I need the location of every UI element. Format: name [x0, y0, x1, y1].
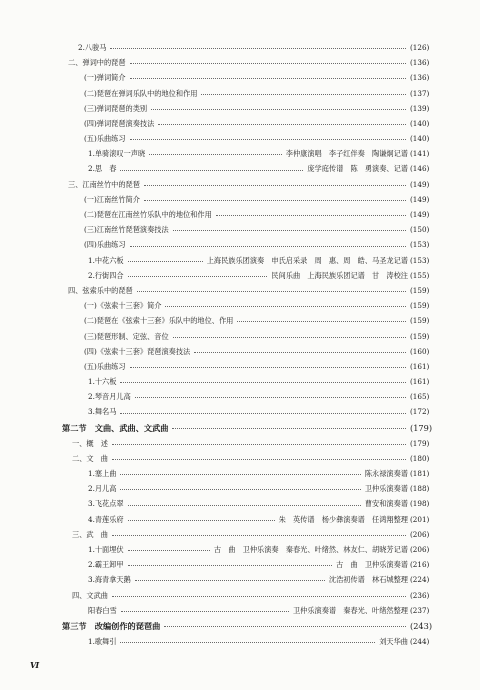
toc-entry: [0, 131, 480, 146]
toc-entry-title: 3.舞名马: [88, 407, 117, 417]
table-of-contents: [0, 40, 480, 649]
dot-leader: [172, 428, 406, 429]
toc-entry-credit: 卫仲乐演奏谱: [364, 484, 408, 494]
toc-entry-title: (三)琵琶形制、定弦、音位: [84, 331, 169, 341]
toc-page-number: (140): [410, 134, 430, 144]
toc-entry: [0, 40, 480, 55]
toc-entry: [0, 527, 480, 542]
toc-entry-title: (一)弹词简介: [84, 73, 126, 83]
toc-page-number: (149): [410, 179, 430, 189]
toc-entry-title: (五)乐曲练习: [84, 134, 126, 144]
toc-entry-title: 1.歌舞引: [88, 636, 117, 646]
toc-entry: [0, 146, 480, 161]
toc-page-number: (161): [410, 361, 430, 371]
toc-page-number: (165): [410, 392, 430, 402]
toc-entry: [0, 253, 480, 268]
toc-entry-title: (二)琵琶在《弦索十三套》乐队中的地位、作用: [84, 316, 234, 326]
toc-entry-credit: 沈浩初传谱 林石城整理: [328, 575, 408, 585]
toc-entry-title: (三)江南丝竹琵琶演奏技法: [84, 225, 169, 235]
toc-page-number: (206): [410, 544, 430, 554]
toc-page-number: (244): [410, 636, 430, 646]
dot-leader: [194, 352, 406, 353]
toc-entry-title: 2.思 春: [88, 164, 117, 174]
dot-leader: [112, 596, 406, 597]
toc-page-number: (180): [410, 453, 430, 463]
toc-entry-credit: 曹安和演奏谱: [364, 499, 408, 509]
toc-entry-title: (二)琵琶在弹词乐队中的地位和作用: [84, 88, 198, 98]
toc-page-number: (126): [410, 42, 430, 52]
dot-leader: [128, 261, 203, 262]
toc-page-number: (172): [410, 407, 430, 417]
toc-page-number: (179): [410, 438, 430, 448]
toc-entry: [0, 436, 480, 451]
toc-entry-title: (四)弹词琵琶演奏技法: [84, 118, 155, 128]
toc-entry: [0, 374, 480, 389]
toc-entry-title: (一)江南丝竹简介: [84, 194, 140, 204]
toc-page-number: (243): [410, 620, 433, 631]
toc-entry-title: 二、弹词中的琵琶: [68, 58, 126, 68]
toc-page-number: (161): [410, 377, 430, 387]
toc-entry-credit: 卫仲乐演奏谱 秦春光、叶绪然整理: [292, 605, 408, 615]
dot-leader: [151, 109, 406, 110]
toc-entry-title: 4.青莲乐府: [88, 514, 124, 524]
toc-entry-title: 1.单骑滚叹一声晓: [88, 149, 146, 159]
toc-page-number: (237): [410, 605, 430, 615]
toc-page-number: (146): [410, 164, 430, 174]
toc-entry-title: (一)《弦索十三套》简介: [84, 301, 162, 311]
toc-page-number: (159): [410, 285, 430, 295]
toc-page-number: (188): [410, 484, 430, 494]
toc-entry-credit: 陈永禄演奏谱: [364, 469, 408, 479]
toc-entry-title: 二、文 曲: [72, 453, 108, 463]
toc-entry: [0, 466, 480, 481]
toc-entry-title: (五)乐曲练习: [84, 361, 126, 371]
toc-entry: [0, 572, 480, 587]
dot-leader: [158, 124, 406, 125]
toc-entry-title: 2.月儿高: [88, 484, 117, 494]
toc-entry-title: 四、文武曲: [72, 590, 108, 600]
dot-leader: [135, 580, 325, 581]
toc-entry: [0, 496, 480, 511]
toc-entry: [0, 207, 480, 222]
toc-entry: [0, 237, 480, 252]
dot-leader: [120, 382, 406, 383]
toc-entry-title: 四、弦索乐中的琵琶: [68, 285, 133, 295]
toc-entry: [0, 389, 480, 404]
toc-entry-title: 第二节 文曲、武曲、文武曲: [62, 422, 169, 433]
toc-entry-title: 三、江南丝竹中的琵琶: [68, 179, 140, 189]
toc-page-number: (159): [410, 316, 430, 326]
toc-entry-credit: 朱 英传谱 杨少彝演奏谱 任鸿翔整理: [278, 514, 408, 524]
toc-page-number: (141): [410, 149, 430, 159]
toc-entry: [0, 101, 480, 116]
toc-entry-credit: 古 曲 卫仲乐演奏谱: [336, 560, 408, 570]
toc-entry: [0, 405, 480, 420]
dot-leader: [201, 94, 406, 95]
dot-leader: [144, 185, 406, 186]
toc-section-heading: [0, 420, 480, 436]
dot-leader: [128, 550, 210, 551]
toc-entry-title: 2.行街四合: [88, 270, 124, 280]
toc-page-number: (216): [410, 560, 430, 570]
toc-entry: [0, 557, 480, 572]
toc-entry-credit: 庞学庭传谱 陈 勇演奏、记谱: [307, 164, 408, 174]
toc-page-number: (201): [410, 514, 430, 524]
dot-leader: [120, 170, 303, 171]
toc-entry-title: 阳春白雪: [88, 605, 117, 615]
dot-leader: [120, 413, 406, 414]
toc-page-number: (153): [410, 240, 430, 250]
toc-page-number: (149): [410, 210, 430, 220]
toc-entry-title: 1.塞上曲: [88, 469, 117, 479]
toc-entry-title: (二)琵琶在江南丝竹乐队中的地位和作用: [84, 210, 212, 220]
toc-page-number: (236): [410, 590, 430, 600]
dot-leader: [130, 367, 406, 368]
dot-leader: [237, 321, 406, 322]
toc-entry: [0, 634, 480, 649]
dot-leader: [128, 520, 275, 521]
toc-entry-title: 3.飞花点翠: [88, 499, 124, 509]
dot-leader: [130, 78, 406, 79]
toc-entry: [0, 542, 480, 557]
toc-entry-title: 2.霸王卸甲: [88, 560, 124, 570]
toc-page-number: (206): [410, 529, 430, 539]
dot-leader: [112, 535, 406, 536]
page-number: Ⅵ: [30, 660, 40, 670]
toc-entry: [0, 451, 480, 466]
toc-entry-title: 1.十面埋伏: [88, 544, 124, 554]
dot-leader: [165, 306, 406, 307]
toc-section-heading: [0, 618, 480, 634]
dot-leader: [164, 626, 406, 627]
toc-page-number: (181): [410, 469, 430, 479]
toc-page-number: (159): [410, 331, 430, 341]
toc-entry: [0, 162, 480, 177]
toc-entry: [0, 512, 480, 527]
toc-entry: [0, 359, 480, 374]
toc-entry-title: 第三节 改编创作的琵琶曲: [62, 620, 161, 631]
toc-entry: [0, 177, 480, 192]
toc-entry: [0, 283, 480, 298]
toc-entry-title: (四)《弦索十三套》琵琶演奏技法: [84, 346, 191, 356]
toc-entry: [0, 268, 480, 283]
dot-leader: [121, 611, 289, 612]
toc-page-number: (155): [410, 270, 430, 280]
toc-page-number: (140): [410, 118, 430, 128]
dot-leader: [173, 337, 406, 338]
dot-leader: [120, 474, 360, 475]
dot-leader: [144, 200, 406, 201]
toc-entry: [0, 192, 480, 207]
dot-leader: [130, 63, 406, 64]
toc-entry-credit: 民间乐曲 上海民族乐团记谱 甘 涛校注: [271, 270, 408, 280]
dot-leader: [128, 505, 361, 506]
dot-leader: [110, 48, 406, 49]
toc-page-number: (153): [410, 255, 430, 265]
toc-page-number: (224): [410, 575, 430, 585]
toc-entry-credit: 刘天华曲: [379, 636, 408, 646]
dot-leader: [128, 276, 268, 277]
dot-leader: [120, 642, 375, 643]
dot-leader: [173, 230, 406, 231]
toc-entry: [0, 313, 480, 328]
toc-entry-title: 2.八骏马: [78, 42, 107, 52]
toc-entry: [0, 116, 480, 131]
dot-leader: [149, 154, 282, 155]
toc-entry-credit: 李仲康演唱 李子红伴奏 陶谦炯记谱: [285, 149, 408, 159]
toc-page-number: (139): [410, 103, 430, 113]
toc-entry: [0, 55, 480, 70]
dot-leader: [120, 489, 360, 490]
toc-entry-title: 1.中花六板: [88, 255, 124, 265]
toc-page-number: (136): [410, 58, 430, 68]
toc-entry-credit: 上海民族乐团演奏 申氏启采录 周 惠、周 皓、马圣龙记谱: [206, 255, 408, 265]
toc-entry: [0, 603, 480, 618]
dot-leader: [137, 291, 406, 292]
toc-entry-title: (三)弹词琵琶的类别: [84, 103, 148, 113]
toc-entry-title: (四)乐曲练习: [84, 240, 126, 250]
toc-entry-title: 一、概 述: [72, 438, 108, 448]
toc-entry: [0, 298, 480, 313]
dot-leader: [112, 459, 406, 460]
toc-entry: [0, 329, 480, 344]
toc-entry-credit: 古 曲 卫仲乐演奏 秦春光、叶绪然、林友仁、胡晓芳记谱: [213, 544, 408, 554]
toc-entry-title: 三、武 曲: [72, 529, 108, 539]
toc-entry: [0, 86, 480, 101]
toc-entry: [0, 70, 480, 85]
toc-entry: [0, 481, 480, 496]
toc-entry-title: 3.海青拿天鹅: [88, 575, 131, 585]
toc-entry: [0, 344, 480, 359]
dot-leader: [130, 139, 406, 140]
dot-leader: [112, 444, 406, 445]
toc-page-number: (160): [410, 346, 430, 356]
toc-page-number: (179): [410, 422, 433, 433]
toc-entry: [0, 588, 480, 603]
toc-page-number: (198): [410, 499, 430, 509]
toc-entry-title: 1.十六板: [88, 377, 117, 387]
toc-page-number: (137): [410, 88, 430, 98]
dot-leader: [130, 246, 406, 247]
toc-page-number: (150): [410, 225, 430, 235]
toc-entry: [0, 222, 480, 237]
toc-page-number: (149): [410, 194, 430, 204]
toc-entry-title: 2.琴音月儿高: [88, 392, 131, 402]
dot-leader: [128, 565, 333, 566]
toc-page-number: (136): [410, 73, 430, 83]
dot-leader: [135, 397, 406, 398]
dot-leader: [216, 215, 406, 216]
toc-page-number: (159): [410, 301, 430, 311]
